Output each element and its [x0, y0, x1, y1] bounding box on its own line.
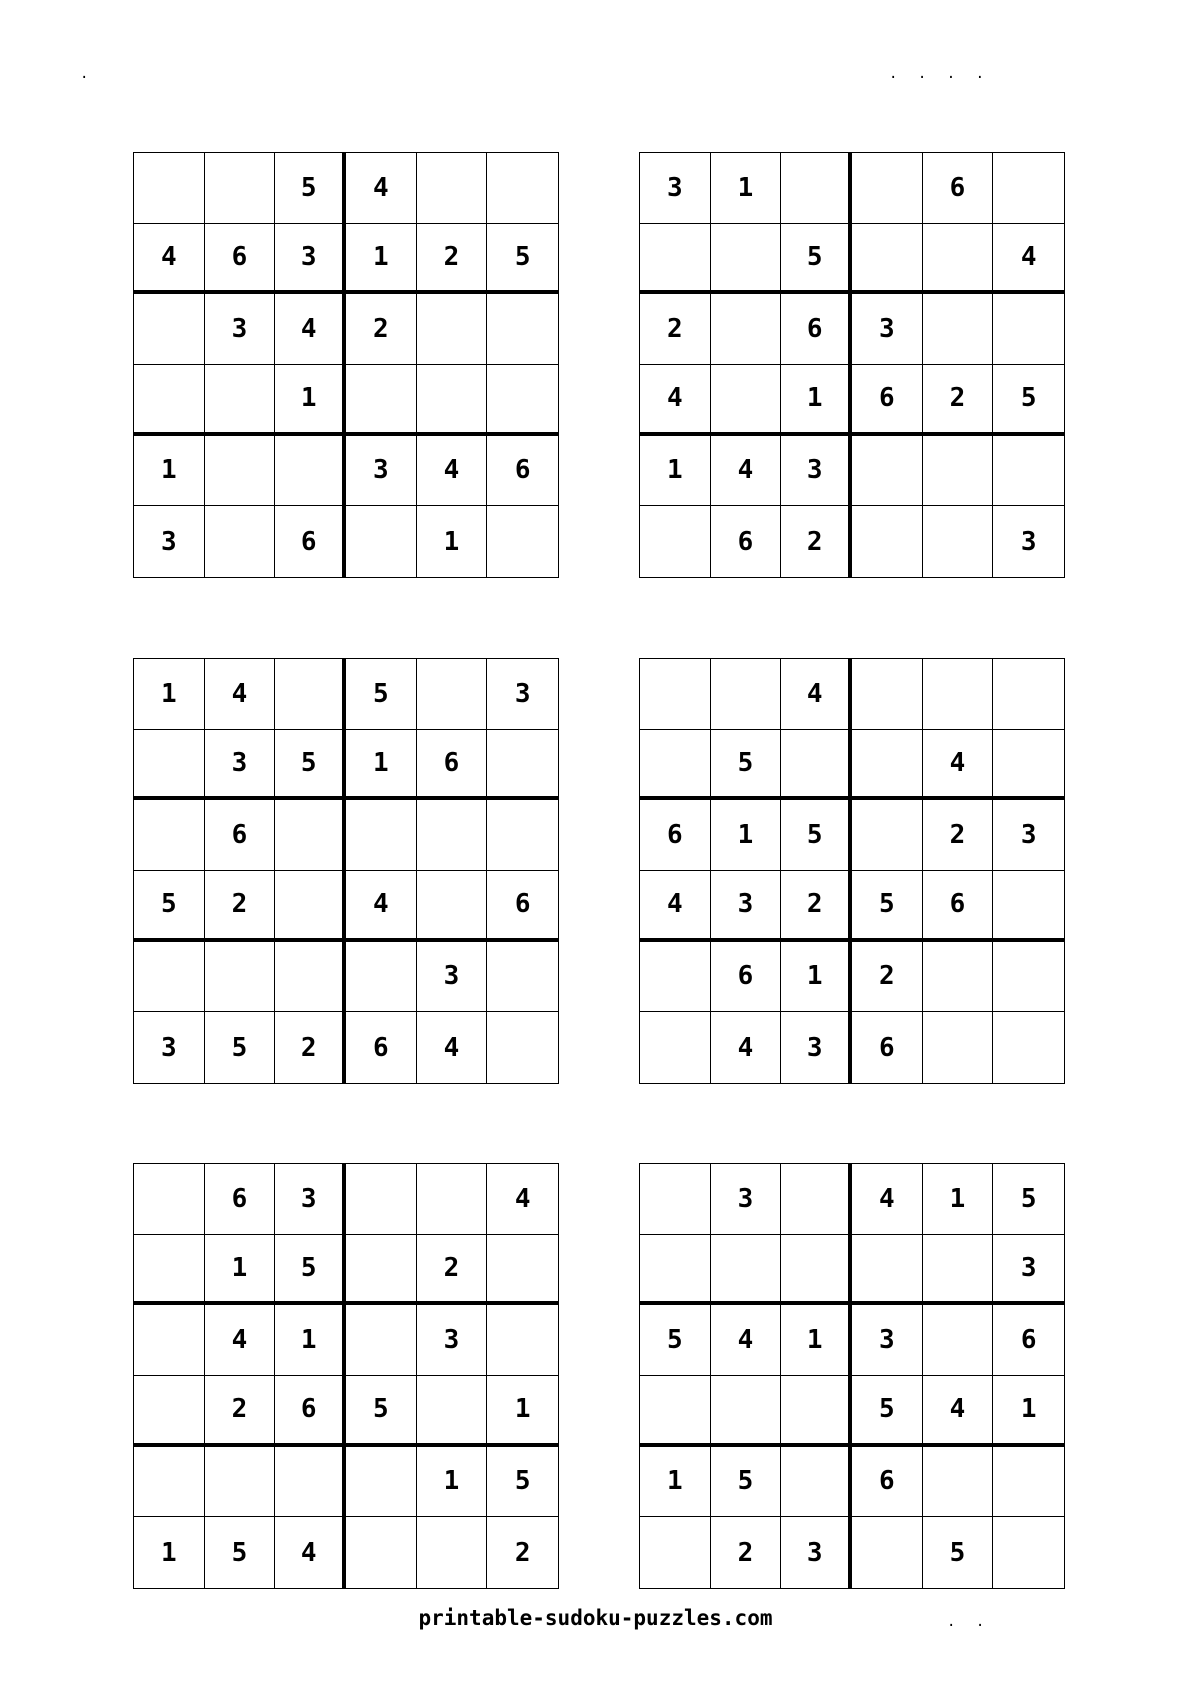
- sudoku-cell: 6: [205, 800, 276, 871]
- corner-mark-top-left: .: [80, 66, 95, 82]
- sudoku-cell: 5: [993, 1164, 1064, 1235]
- sudoku-cell: [205, 436, 276, 507]
- sudoku-cell: 3: [346, 436, 417, 507]
- sudoku-cell: 5: [275, 1235, 346, 1306]
- sudoku-cell: 3: [134, 1012, 205, 1083]
- sudoku-cell: [993, 730, 1064, 801]
- sudoku-grid-6: [639, 1163, 1065, 1589]
- sudoku-cell: 5: [711, 1447, 782, 1518]
- sudoku-cell: [487, 1235, 558, 1306]
- sudoku-cell: [993, 1517, 1064, 1588]
- sudoku-cell: [417, 365, 488, 436]
- sudoku-cell: [711, 659, 782, 730]
- sudoku-cell: 5: [346, 1376, 417, 1447]
- sudoku-cell: 2: [852, 942, 923, 1013]
- sudoku-cell: [923, 506, 994, 577]
- sudoku-cell: [487, 365, 558, 436]
- sudoku-cell: [640, 506, 711, 577]
- sudoku-cell: [417, 659, 488, 730]
- sudoku-cell: [487, 506, 558, 577]
- sudoku-cell: 2: [205, 1376, 276, 1447]
- sudoku-cell: [417, 800, 488, 871]
- sudoku-cell: 6: [781, 294, 852, 365]
- sudoku-cell: 2: [346, 294, 417, 365]
- sudoku-cell: [205, 153, 276, 224]
- sudoku-cell: [923, 1305, 994, 1376]
- sudoku-cell: [417, 153, 488, 224]
- sudoku-cell: [487, 294, 558, 365]
- sudoku-grid-4: [639, 658, 1065, 1084]
- sudoku-cell: 6: [205, 224, 276, 295]
- sudoku-cell: [346, 1517, 417, 1588]
- sudoku-cell: [781, 1447, 852, 1518]
- sudoku-grid-5: [133, 1163, 559, 1589]
- sudoku-cell: 3: [205, 294, 276, 365]
- sudoku-cell: 3: [781, 436, 852, 507]
- sudoku-cell: [417, 1376, 488, 1447]
- sudoku-cell: 5: [852, 1376, 923, 1447]
- sudoku-cell: [487, 730, 558, 801]
- sudoku-cell: [205, 365, 276, 436]
- sudoku-cell: 3: [1020, 526, 1037, 557]
- sudoku-cell: 4: [993, 224, 1064, 295]
- sudoku-cell: [487, 800, 558, 871]
- sudoku-cell: 2: [640, 294, 711, 365]
- sudoku-cell: [852, 224, 923, 295]
- sudoku-cell: 2: [711, 1517, 782, 1588]
- sudoku-cell: 2: [781, 871, 852, 942]
- sudoku-cell: 4: [134, 224, 205, 295]
- sudoku-cell: 4: [275, 1517, 346, 1588]
- sudoku-cell: 1: [781, 365, 852, 436]
- sudoku-cell: [993, 436, 1064, 507]
- sudoku-cell: [346, 1235, 417, 1306]
- sudoku-cell: 3: [487, 659, 558, 730]
- sudoku-cell: [640, 1517, 711, 1588]
- sudoku-cell: [275, 436, 346, 507]
- sudoku-cell: [640, 1376, 711, 1447]
- sudoku-cell: 5: [487, 224, 558, 295]
- sudoku-cell: [852, 730, 923, 801]
- sudoku-cell: 1: [275, 365, 346, 436]
- sudoku-cell: 1: [711, 800, 782, 871]
- sudoku-cell: 2: [417, 224, 488, 295]
- sudoku-cell: 3: [993, 1235, 1064, 1306]
- sudoku-cell: 6: [346, 1012, 417, 1083]
- sudoku-cell: 4: [923, 1376, 994, 1447]
- sudoku-cell: [993, 942, 1064, 1013]
- sudoku-cell: 4: [711, 436, 782, 507]
- sudoku-cell: 1: [781, 942, 852, 1013]
- sudoku-cell: 5: [711, 730, 782, 801]
- sudoku-cell: [417, 1517, 488, 1588]
- sudoku-cell: [346, 1164, 417, 1235]
- sudoku-cell: [417, 1164, 488, 1235]
- sudoku-cell: [781, 1164, 852, 1235]
- sudoku-cell: 2: [923, 365, 994, 436]
- sudoku-cell: 5: [205, 1517, 276, 1588]
- sudoku-cell: 6: [275, 506, 346, 577]
- sudoku-cell: 1: [346, 224, 417, 295]
- sudoku-cell: [711, 1235, 782, 1306]
- sudoku-cell: [923, 294, 994, 365]
- sudoku-cell: [852, 436, 923, 507]
- sudoku-cell: 1: [781, 1305, 852, 1376]
- sudoku-cell: 1: [640, 436, 711, 507]
- sudoku-cell: [993, 153, 1064, 224]
- sudoku-cell: 4: [711, 1012, 782, 1083]
- sudoku-cell: 4: [205, 659, 276, 730]
- sudoku-cell: 1: [993, 1376, 1064, 1447]
- sudoku-cell: [993, 1012, 1064, 1083]
- sudoku-cell: [640, 942, 711, 1013]
- sudoku-cell: 6: [275, 1376, 346, 1447]
- sudoku-cell: [205, 1447, 276, 1518]
- sudoku-cell: [923, 224, 994, 295]
- sudoku-cell: [852, 1235, 923, 1306]
- sudoku-cell: [134, 730, 205, 801]
- sudoku-cell: 4: [417, 1012, 488, 1083]
- sudoku-cell: [487, 153, 558, 224]
- sudoku-cell: 1: [134, 436, 205, 507]
- sudoku-cell: 4: [711, 1305, 782, 1376]
- sudoku-cell: [711, 224, 782, 295]
- corner-mark-bottom-right: . .: [947, 1614, 991, 1630]
- sudoku-cell: [417, 871, 488, 942]
- sudoku-cell: 3: [993, 800, 1064, 871]
- sudoku-cell: [852, 800, 923, 871]
- sudoku-cell: 6: [711, 942, 782, 1013]
- sudoku-cell: [852, 506, 923, 577]
- sudoku-cell: 5: [275, 153, 346, 224]
- sudoku-cell: 4: [417, 436, 488, 507]
- sudoku-cell: 6: [852, 1447, 923, 1518]
- sudoku-cell: 4: [923, 730, 994, 801]
- sudoku-cell: [852, 659, 923, 730]
- corner-mark-top-right: . . . .: [889, 66, 991, 82]
- sudoku-cell: 3: [275, 224, 346, 295]
- sudoku-cell: 6: [205, 1164, 276, 1235]
- sudoku-cell: [923, 1012, 994, 1083]
- sudoku-cell: [134, 365, 205, 436]
- sudoku-cell: 6: [993, 1305, 1064, 1376]
- sudoku-cell: [711, 1376, 782, 1447]
- sudoku-cell: [923, 436, 994, 507]
- sudoku-grid-2: [639, 152, 1065, 578]
- sudoku-cell: [205, 942, 276, 1013]
- sudoku-cell: [487, 1012, 558, 1083]
- sudoku-cell: [134, 800, 205, 871]
- sudoku-cell: 5: [640, 1305, 711, 1376]
- sudoku-cell: 1: [205, 1235, 276, 1306]
- sudoku-cell: [993, 1447, 1064, 1518]
- sudoku-cell: 3: [852, 294, 923, 365]
- footer-site-name: printable-sudoku-puzzles.com: [418, 1606, 773, 1630]
- sudoku-cell: 3: [134, 506, 205, 577]
- sudoku-cell: 2: [275, 1012, 346, 1083]
- sudoku-grid-3: [133, 658, 559, 1084]
- sudoku-cell: [134, 1164, 205, 1235]
- sudoku-cell: 3: [640, 153, 711, 224]
- sudoku-cell: 3: [417, 942, 488, 1013]
- sudoku-cell: 4: [205, 1305, 276, 1376]
- sudoku-cell: [923, 1235, 994, 1306]
- sudoku-cell: 4: [275, 294, 346, 365]
- sudoku-cell: [134, 1376, 205, 1447]
- sudoku-cell: 5: [852, 871, 923, 942]
- sudoku-cell: 4: [346, 153, 417, 224]
- sudoku-cell: [417, 294, 488, 365]
- sudoku-cell: 4: [640, 871, 711, 942]
- sudoku-cell: 5: [346, 659, 417, 730]
- sudoku-cell: [346, 942, 417, 1013]
- sudoku-cell: [346, 800, 417, 871]
- sudoku-cell: [346, 365, 417, 436]
- sudoku-cell: [275, 942, 346, 1013]
- sudoku-cell: 3: [275, 1164, 346, 1235]
- sudoku-cell: [993, 871, 1064, 942]
- sudoku-cell: [134, 1305, 205, 1376]
- sudoku-cell: 4: [346, 871, 417, 942]
- sudoku-cell: 5: [923, 1517, 994, 1588]
- sudoku-cell: 6: [852, 1012, 923, 1083]
- sudoku-cell: 6: [487, 871, 558, 942]
- sudoku-cell: [205, 506, 276, 577]
- sudoku-cell: [640, 1164, 711, 1235]
- sudoku-cell: 6: [487, 436, 558, 507]
- sudoku-cell: [134, 294, 205, 365]
- sudoku-cell: 2: [417, 1235, 488, 1306]
- sudoku-cell: 2: [205, 871, 276, 942]
- sudoku-cell: 6: [852, 365, 923, 436]
- sudoku-cell: 6: [417, 730, 488, 801]
- sudoku-cell: 1: [711, 153, 782, 224]
- sudoku-cell: [640, 730, 711, 801]
- sudoku-cell: 3: [711, 871, 782, 942]
- sudoku-cell: [640, 659, 711, 730]
- sudoku-cell: [487, 942, 558, 1013]
- sudoku-cell: [993, 659, 1064, 730]
- sudoku-grid-1: [133, 152, 559, 578]
- sudoku-cell: 6: [923, 871, 994, 942]
- sudoku-cell: 2: [923, 800, 994, 871]
- sudoku-cell: [275, 871, 346, 942]
- sudoku-cell: [134, 1235, 205, 1306]
- sudoku-cell: 5: [781, 800, 852, 871]
- sudoku-cell: 6: [640, 800, 711, 871]
- sudoku-cell: [781, 1235, 852, 1306]
- sudoku-cell: 1: [487, 1376, 558, 1447]
- sudoku-cell: [993, 294, 1064, 365]
- sudoku-cell: 5: [487, 1447, 558, 1518]
- sudoku-cell: 4: [640, 365, 711, 436]
- sudoku-cell: [711, 294, 782, 365]
- sudoku-cell: 2: [514, 1537, 531, 1568]
- sudoku-cell: [640, 1012, 711, 1083]
- sudoku-cell: 5: [275, 730, 346, 801]
- sudoku-cell: 6: [923, 153, 994, 224]
- sudoku-cell: [781, 1376, 852, 1447]
- sudoku-cell: 5: [781, 224, 852, 295]
- sudoku-cell: [852, 153, 923, 224]
- sudoku-cell: 1: [134, 1517, 205, 1588]
- sudoku-cell: 6: [711, 506, 782, 577]
- sudoku-cell: [781, 730, 852, 801]
- sudoku-cell: [346, 1305, 417, 1376]
- sudoku-cell: 3: [205, 730, 276, 801]
- sudoku-cell: [923, 942, 994, 1013]
- sudoku-cell: 5: [993, 365, 1064, 436]
- sudoku-cell: 1: [134, 659, 205, 730]
- sudoku-cell: [346, 1447, 417, 1518]
- sudoku-cell: [923, 1447, 994, 1518]
- sudoku-cell: 4: [781, 659, 852, 730]
- sudoku-cell: [640, 224, 711, 295]
- sudoku-cell: [852, 1517, 923, 1588]
- sudoku-cell: 1: [346, 730, 417, 801]
- sudoku-cell: 1: [417, 1447, 488, 1518]
- sudoku-cell: 1: [275, 1305, 346, 1376]
- sudoku-cell: [134, 153, 205, 224]
- sudoku-cell: 3: [852, 1305, 923, 1376]
- sudoku-cell: 3: [781, 1517, 852, 1588]
- sudoku-cell: 5: [134, 871, 205, 942]
- sudoku-cell: [923, 659, 994, 730]
- sudoku-cell: [640, 1235, 711, 1306]
- sudoku-cell: [781, 153, 852, 224]
- sudoku-cell: [275, 659, 346, 730]
- sudoku-cell: [711, 365, 782, 436]
- sudoku-cell: [134, 1447, 205, 1518]
- sudoku-cell: [134, 942, 205, 1013]
- sudoku-cell: 1: [417, 506, 488, 577]
- sudoku-cell: 3: [711, 1164, 782, 1235]
- sudoku-cell: 4: [487, 1164, 558, 1235]
- sudoku-cell: [275, 1447, 346, 1518]
- sudoku-cell: 2: [781, 506, 852, 577]
- sudoku-cell: 3: [417, 1305, 488, 1376]
- sudoku-cell: 1: [640, 1447, 711, 1518]
- sudoku-cell: [275, 800, 346, 871]
- sudoku-cell: 1: [923, 1164, 994, 1235]
- sudoku-cell: 5: [205, 1012, 276, 1083]
- sudoku-cell: 3: [781, 1012, 852, 1083]
- sudoku-cell: [346, 506, 417, 577]
- sudoku-cell: 4: [852, 1164, 923, 1235]
- sudoku-cell: [487, 1305, 558, 1376]
